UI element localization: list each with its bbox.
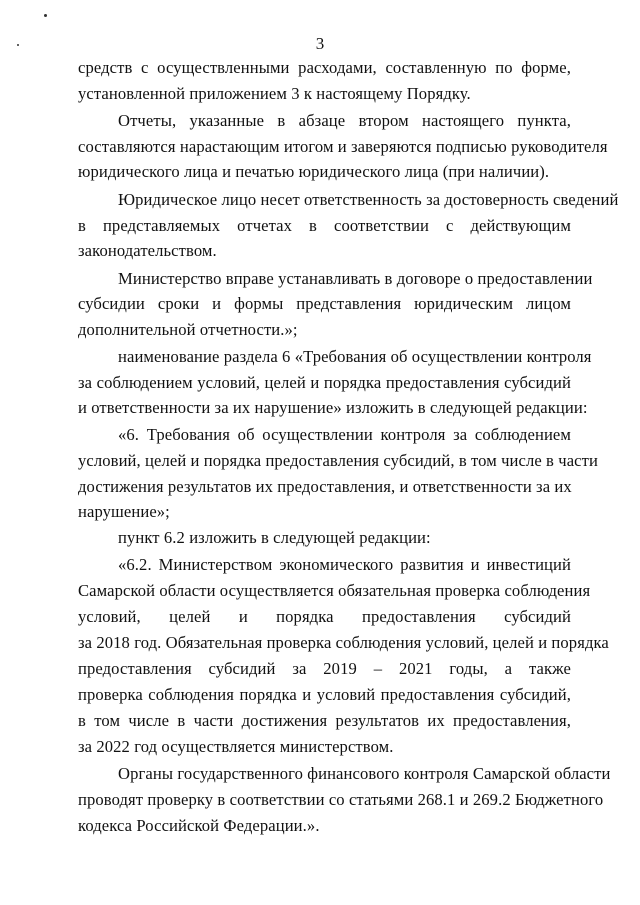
text-line: условий, целей и порядка предоставления субсидий, в том числе в части <box>78 451 598 470</box>
text-line: за 2018 год. Обязательная проверка соблюдения условий, целей и порядка <box>78 633 609 652</box>
page-number: 3 <box>315 34 325 53</box>
text-line: проверка соблюдения порядка и условий предоставления субсидий, <box>78 685 571 704</box>
text-line: «6. Требования об осуществлении контроля за соблюдением <box>118 425 571 444</box>
text-line: достижения результатов их предоставления, и ответственности за их <box>78 477 572 496</box>
text-line: условий, целей и порядка предоставления субсидий <box>78 607 571 626</box>
text-line: нарушение»; <box>78 502 170 521</box>
text-line: субсидии сроки и формы представления юридическим лицом <box>78 294 571 313</box>
text-line: Самарской области осуществляется обязательная проверка соблюдения <box>78 581 591 600</box>
text-line: «6.2. Министерством экономического развития и инвестиций <box>118 555 571 574</box>
scan-speck <box>17 44 19 46</box>
text-line: и ответственности за их нарушение» изложить в следующей редакции: <box>78 398 588 417</box>
text-line: Юридическое лицо несет ответственность за достоверность сведений <box>118 190 619 209</box>
text-line: наименование раздела 6 «Требования об осуществлении контроля <box>118 347 592 366</box>
text-line: в представляемых отчетах в соответствии с действующим <box>78 216 571 235</box>
text-line: законодательством. <box>78 241 217 260</box>
text-line: Органы государственного финансового контроля Самарской области <box>118 764 611 783</box>
scan-speck <box>44 14 47 17</box>
text-line: проводят проверку в соответствии со статьями 268.1 и 269.2 Бюджетного <box>78 790 604 809</box>
text-line: пункт 6.2 изложить в следующей редакции: <box>118 528 431 547</box>
text-line: за соблюдением условий, целей и порядка предоставления субсидий <box>78 373 571 392</box>
text-line: установленной приложением 3 к настоящему Порядку. <box>78 84 471 103</box>
text-line: юридического лица и печатью юридического лица (при наличии). <box>78 162 550 181</box>
text-line: Отчеты, указанные в абзаце втором настоящего пункта, <box>118 111 571 130</box>
text-line: предоставления субсидий за 2019 – 2021 годы, а также <box>78 659 571 678</box>
text-line: кодекса Российской Федерации.». <box>78 816 320 835</box>
text-line: за 2022 год осуществляется министерством. <box>78 737 394 756</box>
text-line: в том числе в части достижения результатов их предоставления, <box>78 711 571 730</box>
text-line: составляются нарастающим итогом и заверяются подписью руководителя <box>78 137 608 156</box>
text-line: средств с осуществленными расходами, составленную по форме, <box>78 58 571 77</box>
text-line: дополнительной отчетности.»; <box>78 320 298 339</box>
text-line: Министерство вправе устанавливать в договоре о предоставлении <box>118 269 593 288</box>
